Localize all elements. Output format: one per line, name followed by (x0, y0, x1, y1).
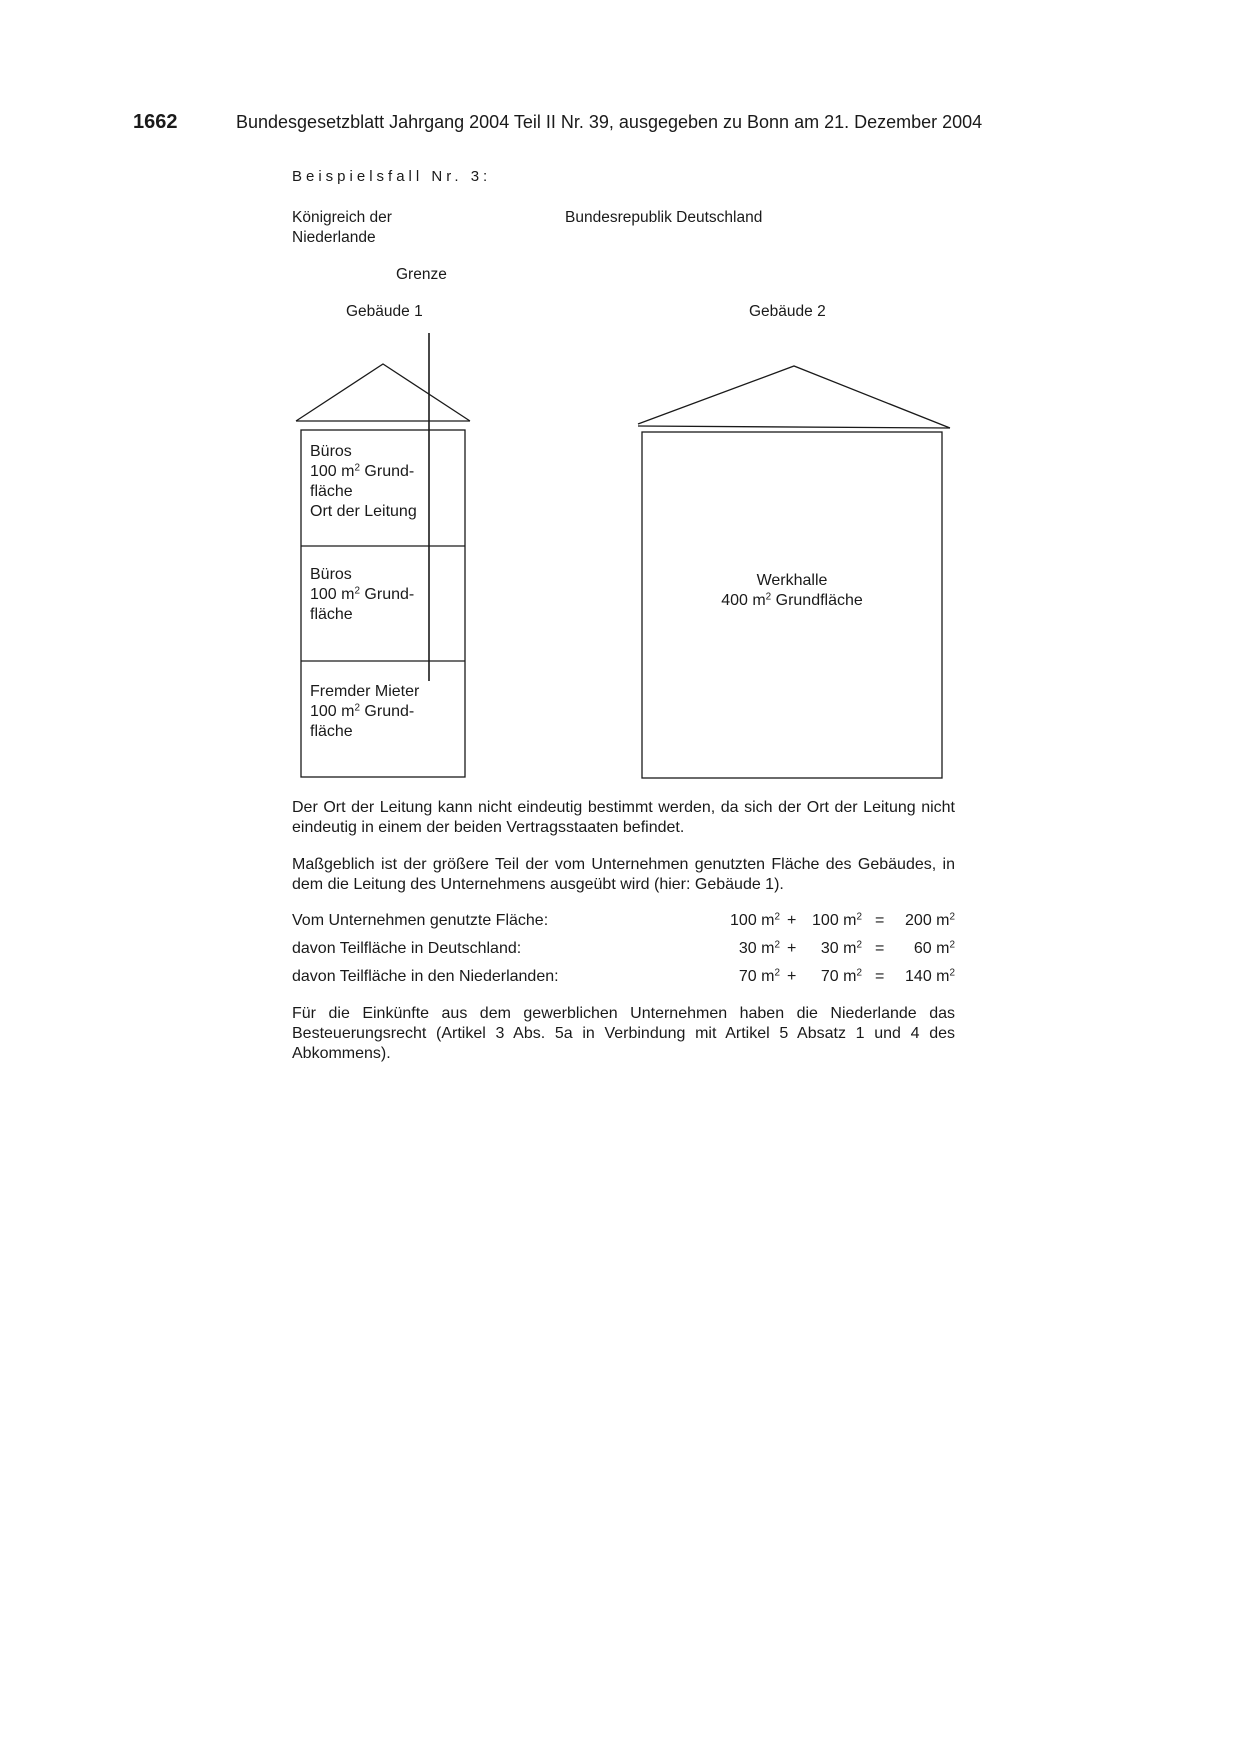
country-right-label: Bundesrepublik Deutschland (565, 209, 763, 226)
building2-roof (638, 366, 950, 428)
calc-row-germany (292, 939, 955, 959)
building1-roof (296, 364, 470, 421)
calc-total: 200 $m^2$ (905, 911, 955, 929)
plus-sign: + (787, 968, 797, 985)
building1-room2-text (310, 565, 414, 625)
room1-area: 100 $m^2$ Grund- (310, 462, 415, 480)
building2-roof-base (638, 426, 950, 428)
calc-label: Vom Unternehmen genutzte Fläche: (292, 912, 549, 929)
calc-total: 60 $m^2$ (913, 939, 955, 957)
equals-sign: = (875, 912, 885, 929)
calc-label: davon Teilfläche in Deutschland: (292, 940, 522, 957)
building1-room1-text (310, 442, 417, 522)
room3-area: 100 $m^2$ Grund- (310, 702, 415, 720)
calc-value-b: 70 $m^2$ (820, 967, 862, 985)
example-title: Beispielsfall Nr. 3: (292, 168, 492, 185)
equals-sign: = (875, 968, 885, 985)
hall-use: Werkhalle (756, 572, 828, 589)
room2-area-cont: fläche (310, 606, 353, 623)
room2-area: 100 $m^2$ Grund- (310, 585, 415, 603)
plus-sign: + (787, 912, 797, 929)
room1-area-cont: fläche (310, 483, 353, 500)
paragraph-1: Der Ort der Leitung kann nicht eindeutig bestimmt werden, da sich der Ort der Leitung nicht eindeutig in einem der beiden Vertragsstaaten befindet. (292, 799, 955, 836)
room2-use: Büros (310, 566, 352, 583)
paragraph-3: Für die Einkünfte aus dem gewerblichen Unternehmen haben die Niederlande das Besteuerungsrecht (Artikel 3 Abs. 5a in Verbindung mit Artikel 5 Absatz 1 und 4 des Abkommens). (292, 1005, 955, 1062)
calc-value-a: 100 $m^2$ (730, 911, 780, 929)
room1-management: Ort der Leitung (310, 503, 417, 520)
calc-total: 140 $m^2$ (905, 967, 955, 985)
building1-room3-text (310, 682, 419, 742)
calc-value-b: 100 $m^2$ (812, 911, 862, 929)
country-left-label: Königreich der Niederlande (292, 209, 392, 246)
calc-value-b: 30 $m^2$ (820, 939, 862, 957)
calc-label: davon Teilfläche in den Niederlanden: (292, 968, 559, 985)
calc-row-netherlands (292, 967, 955, 987)
equals-sign: = (875, 940, 885, 957)
room1-use: Büros (310, 443, 352, 460)
calc-value-a: 70 $m^2$ (738, 967, 780, 985)
building1-label: Gebäude 1 (346, 303, 423, 320)
building2-hall-text (642, 571, 942, 611)
building2-label: Gebäude 2 (749, 303, 826, 320)
border-label: Grenze (396, 266, 447, 283)
hall-area: 400 $m^2$ Grundfläche (721, 591, 863, 609)
paragraph-2: Maßgeblich ist der größere Teil der vom Unternehmen genutzten Fläche des Gebäudes, in dem die Leitung des Unternehmens ausgeübt wird (hier: Gebäude 1). (292, 856, 955, 893)
calc-row-total-area (292, 911, 955, 931)
calc-value-a: 30 $m^2$ (738, 939, 780, 957)
running-head: Bundesgesetzblatt Jahrgang 2004 Teil II Nr. 39, ausgegeben zu Bonn am 21. Dezember 2004 (236, 112, 983, 132)
page-number: 1662 (133, 111, 178, 133)
plus-sign: + (787, 940, 797, 957)
room3-area-cont: fläche (310, 723, 353, 740)
room3-use: Fremder Mieter (310, 683, 420, 700)
